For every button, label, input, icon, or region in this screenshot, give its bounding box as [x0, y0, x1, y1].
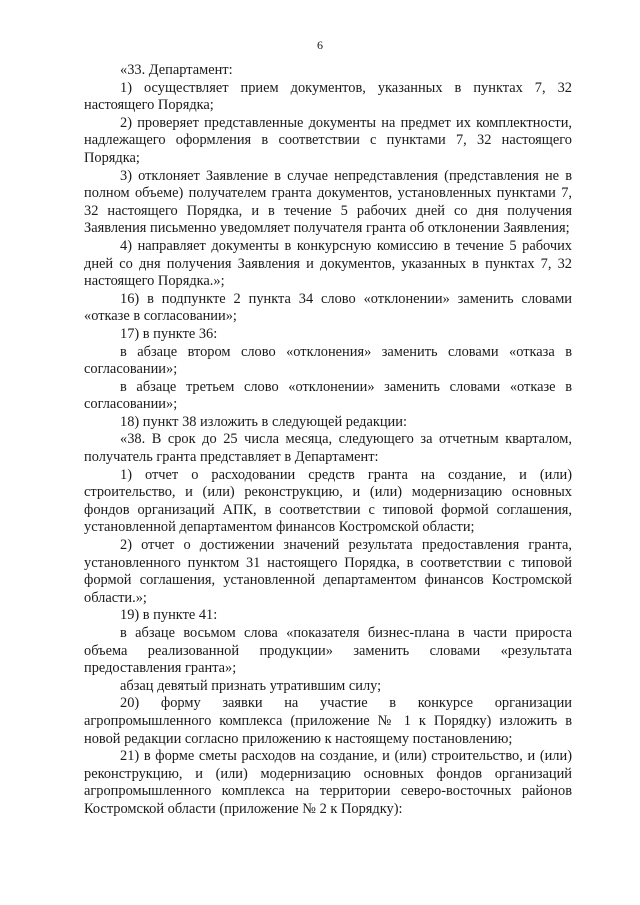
paragraph-17-abzac-2: в абзаце втором слово «отклонения» заменить словами «отказа в согласовании»; [84, 343, 572, 378]
paragraph-19-abzac-9: абзац девятый признать утратившим силу; [120, 677, 382, 694]
document-body [84, 62, 572, 819]
page-number: 6 [317, 38, 323, 52]
paragraph-33-item-2: 2) проверяет представленные документы на предмет их комплектности, надлежащего оформления в соответствии с пунктами 7, 32 настоящего Порядка; [84, 114, 572, 166]
paragraph-19: 19) в пункте 41: [120, 607, 218, 624]
paragraph-38-item-1: 1) отчет о расходовании средств гранта на создание, и (или) строительство, и (или) реконструкцию, и (или) модернизацию основных фондов организаций АПК, в соответствии с типовой формой соглашения, установленной департаментом финансов Костромской области; [84, 466, 572, 536]
paragraph-17: 17) в пункте 36: [120, 325, 218, 342]
paragraph-21: 21) в форме сметы расходов на создание, и (или) строительство, и (или) реконструкцию, и (или) модернизацию основных фондов организаций агропромышленного комплекса на территории северо-восточных районов Костромской области (приложение № 2 к Порядку): [84, 748, 572, 817]
paragraph-17-abzac-3: в абзаце третьем слово «отклонении» заменить словами «отказе в согласовании»; [84, 378, 572, 413]
paragraph-38-item-2: 2) отчет о достижении значений результата предоставления гранта, установленного пунктом 31 настоящего Порядка, в соответствии с типовой формой соглашения, установленной департаментом финансов Костромской области.»; [84, 537, 572, 606]
paragraph-33-item-3: 3) отклоняет Заявление в случае непредставления (представления не в полном объеме) получателем гранта документов, установленных пунктами 7, 32 настоящего Порядка, и в течение 5 рабочих дней со дня получения Заявления письменно уведомляет получателя гранта об отклонении Заявления; [84, 167, 572, 237]
paragraph-20: 20) форму заявки на участие в конкурсе организации агропромышленного комплекса (приложение № 1 к Порядку) изложить в новой редакции согласно приложению к настоящему постановлению; [84, 695, 572, 747]
paragraph-33-item-4: 4) направляет документы в конкурсную комиссию в течение 5 рабочих дней со дня получения Заявления и документов, указанных в пунктах 7, 32 настоящего Порядка.»; [84, 237, 572, 290]
paragraph-19-abzac-8: в абзаце восьмом слова «показателя бизнес-плана в части прироста объема реализованной продукции» заменить словами «результата предоставления гранта»; [84, 625, 572, 677]
paragraph-16: 16) в подпункте 2 пункта 34 слово «отклонении» заменить словами «отказе в согласовании»; [84, 290, 572, 325]
paragraph-18: 18) пункт 38 изложить в следующей редакции: [120, 413, 407, 430]
paragraph-33-heading: «33. Департамент: [120, 62, 233, 78]
paragraph-33-item-1: 1) осуществляет прием документов, указанных в пунктах 7, 32 настоящего Порядка; [84, 79, 572, 114]
paragraph-38-heading: «38. В срок до 25 числа месяца, следующего за отчетным кварталом, получатель гранта представляет в Департамент: [84, 431, 572, 466]
